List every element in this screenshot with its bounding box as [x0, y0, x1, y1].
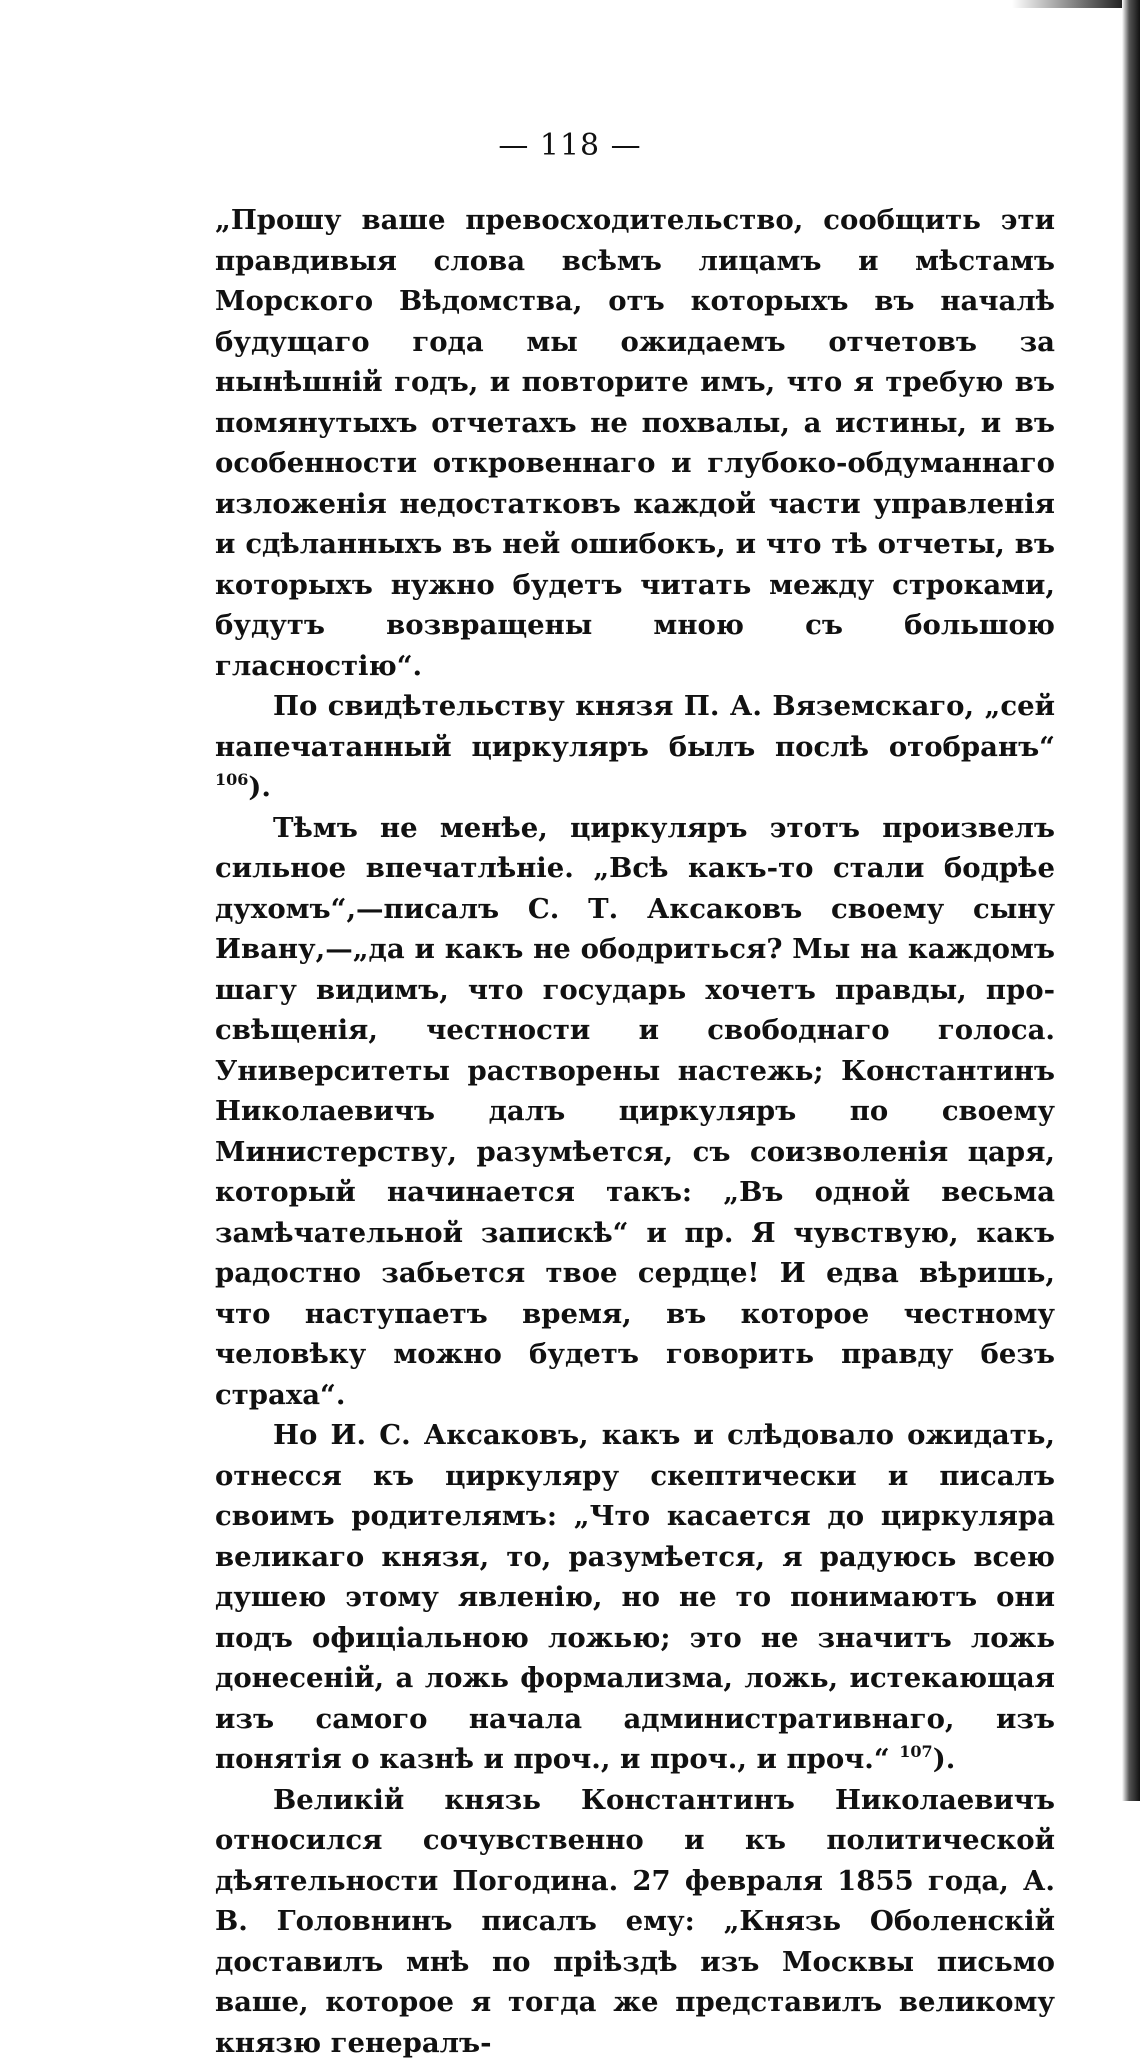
page-number: — 118 —	[0, 128, 1140, 163]
paragraph-text: По свидѣтельству князя П. А. Вяземскаго, „сей напечатанный циркуляръ былъ послѣ отобранъ“	[215, 690, 1055, 763]
paragraph-text: ).	[248, 771, 271, 803]
paragraph-text: Но И. С. Аксаковъ, какъ и слѣдовало ожидать, отнесся къ циркуляру скептически и писалъ своимъ родителямъ: „Что касается до циркуляра великаго князя, то, разумѣется, я радуюсь всею душею этому явленію, но не то понимаютъ они подъ офиціальною ложью; это не значитъ ложь донесеній, а ложь формализма, ложь, истекающая изъ самого начала административнаго, изъ понятія о казнѣ и проч., и проч., и проч.“	[215, 1419, 1055, 1775]
paragraph-text: „Прошу ваше превосходительство, сообщить эти правдивыя слова всѣмъ лицамъ и мѣстамъ Морского Вѣдомства, отъ которыхъ въ началѣ будущаго года мы ожидаемъ отчетовъ за нынѣшній годъ, и повторите имъ, что я требую въ помянутыхъ отчетахъ не похвалы, а истины, и въ особенности откровеннаго и глубоко-обдуманнаго изложенія недостатковъ каждой части управленія и сдѣланныхъ въ ней ошибокъ, и что тѣ отчеты, въ которыхъ нужно будетъ читать между строками, будутъ возвращены мною съ большою гласностію“.	[215, 204, 1055, 682]
paragraph-text: ).	[933, 1743, 956, 1775]
paragraph-1	[215, 200, 1055, 686]
paragraph-5	[215, 1780, 1055, 2063]
body-text	[215, 200, 1055, 2063]
footnote-reference: 106	[215, 770, 248, 789]
paragraph-text: Великій князь Константинъ Николаевичъ относился сочувственно и къ политической дѣятельности Погодина. 27 февраля 1855 года, А. В. Головнинъ писалъ ему: „Князь Оболенскій доставилъ мнѣ по пріѣздѣ изъ Москвы письмо ваше, которое я тогда же представилъ великому князю генералъ-	[215, 1784, 1055, 2059]
paragraph-4	[215, 1415, 1055, 1780]
paragraph-text: Тѣмъ не менѣе, циркуляръ этотъ произвелъ сильное впечатлѣніе. „Всѣ какъ-то стали бодрѣе духомъ“,—писалъ С. Т. Аксаковъ своему сыну Ивану,—„да и какъ не ободриться? Мы на каждомъ шагу видимъ, что государь хочетъ правды, просвѣщенія, честности и свободнаго голоса. Университеты растворены настежь; Константинъ Николаевичъ далъ циркуляръ по своему Министерству, разумѣется, съ соизволенія царя, который начинается такъ: „Въ одной весьма замѣчательной запискѣ“ и пр. Я чувствую, какъ радостно забьется твое сердце! И едва вѣришь, что наступаетъ время, въ которое честному человѣку можно будетъ говорить правду безъ страха“.	[215, 812, 1055, 1411]
paragraph-3	[215, 808, 1055, 1416]
footnote-reference: 107	[899, 1742, 932, 1761]
scan-edge-top	[1012, 0, 1122, 8]
scan-edge	[1122, 0, 1140, 1801]
paragraph-2	[215, 686, 1055, 808]
